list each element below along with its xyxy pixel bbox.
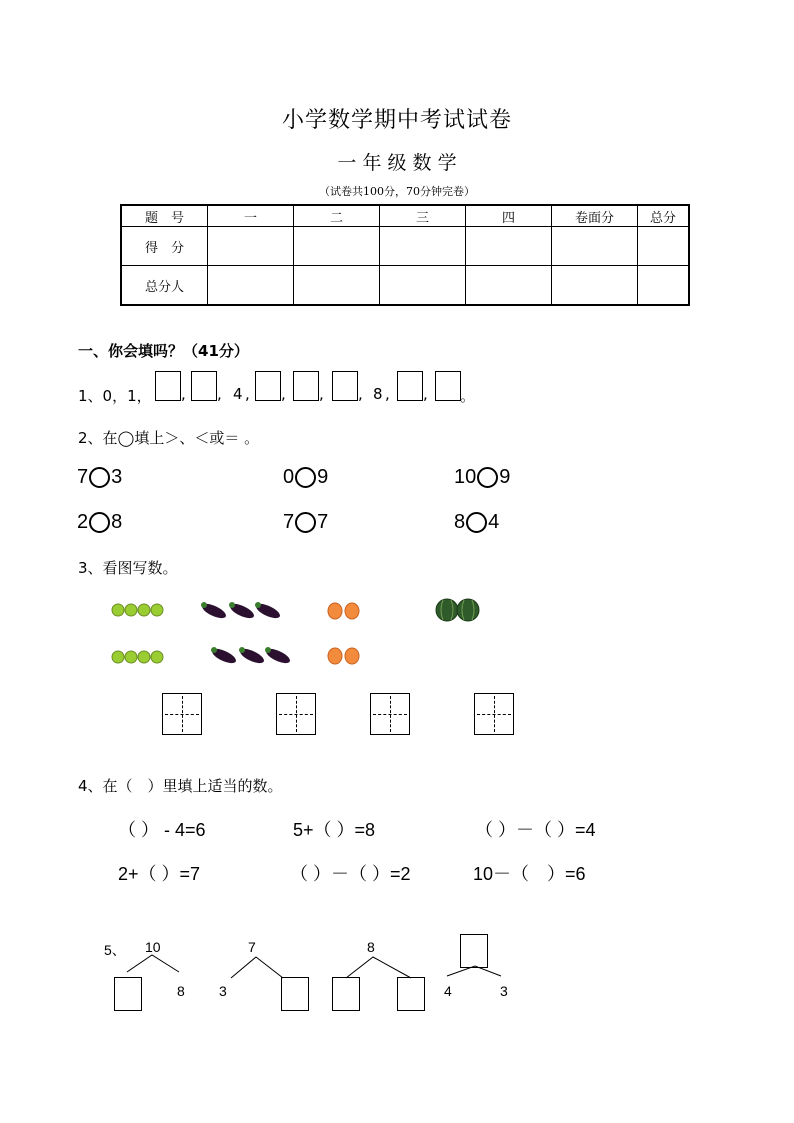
score-cell[interactable] xyxy=(638,227,690,266)
compare-circle[interactable] xyxy=(89,512,110,533)
page-title: 小学数学期中考试试卷 xyxy=(281,108,512,133)
compare-item xyxy=(283,466,328,489)
compare-item xyxy=(77,511,122,534)
compare-right: 9 xyxy=(317,466,329,488)
score-cell[interactable] xyxy=(208,266,294,306)
compare-right: 7 xyxy=(317,511,329,533)
score-row-label: 得 分 xyxy=(121,227,208,266)
equation[interactable]: （ ）－（ ）=2 xyxy=(290,864,411,884)
compare-circle[interactable] xyxy=(89,467,110,488)
score-table-row xyxy=(121,227,689,266)
section-title: 一、你会填吗？（41分） xyxy=(78,342,249,360)
q1-number: 8 xyxy=(373,385,383,403)
watermelon-icon xyxy=(435,597,481,623)
eggplant-icon xyxy=(210,643,294,669)
score-header-cell: 二 xyxy=(294,205,380,227)
peach-icon xyxy=(326,646,362,666)
score-cell[interactable] xyxy=(638,266,690,306)
compare-right: 4 xyxy=(488,511,500,533)
score-header-cell: 四 xyxy=(466,205,552,227)
score-table-row xyxy=(121,266,689,306)
equation[interactable]: （ ） - 4=6 xyxy=(118,820,206,840)
score-cell[interactable] xyxy=(466,266,552,306)
q1-separator: , xyxy=(319,385,324,403)
apple-icon xyxy=(110,598,170,620)
tree-answer-box[interactable] xyxy=(332,977,360,1011)
equation[interactable]: 2+（ ）=7 xyxy=(118,864,201,884)
write-number-box[interactable] xyxy=(370,693,410,735)
score-cell[interactable] xyxy=(466,227,552,266)
tree-answer-box[interactable] xyxy=(397,977,425,1011)
compare-left: 0 xyxy=(283,466,295,488)
q1-end: 。 xyxy=(460,387,476,405)
q5-label: 5、 xyxy=(104,942,126,958)
tree-top-number: 7 xyxy=(248,939,256,955)
compare-circle[interactable] xyxy=(466,512,487,533)
score-table xyxy=(120,204,690,306)
tree-left-number: 3 xyxy=(219,983,227,999)
q1-separator: , xyxy=(423,385,428,403)
equation[interactable]: 5+（ ）=8 xyxy=(293,820,376,840)
answer-box[interactable] xyxy=(255,371,281,401)
score-header-cell: 三 xyxy=(380,205,466,227)
equation[interactable]: 10－（ ）=6 xyxy=(473,864,586,884)
answer-box[interactable] xyxy=(191,371,217,401)
write-number-box[interactable] xyxy=(162,693,202,735)
score-cell[interactable] xyxy=(208,227,294,266)
answer-box[interactable] xyxy=(155,371,181,401)
compare-left: 7 xyxy=(283,511,295,533)
score-header-cell: 卷面分 xyxy=(552,205,638,227)
score-header-cell: 题 号 xyxy=(121,205,208,227)
score-table-header-row xyxy=(121,205,689,227)
compare-item xyxy=(283,511,328,534)
compare-right: 8 xyxy=(111,511,123,533)
answer-box[interactable] xyxy=(332,371,358,401)
tree-right-number: 3 xyxy=(500,983,508,999)
peach-icon xyxy=(326,601,362,621)
tree-left-number: 4 xyxy=(444,983,452,999)
answer-box[interactable] xyxy=(435,371,461,401)
q1-separator: , xyxy=(358,385,363,403)
compare-circle[interactable] xyxy=(477,467,498,488)
compare-right: 9 xyxy=(499,466,511,488)
tree-top-number: 10 xyxy=(145,939,161,955)
eggplant-icon xyxy=(200,598,284,624)
compare-item xyxy=(77,466,122,489)
apple-icon xyxy=(110,645,170,667)
q1-separator: , xyxy=(385,385,390,403)
answer-box[interactable] xyxy=(293,371,319,401)
q1-separator: , xyxy=(181,385,186,403)
page-subtitle: 一 年 级 数 学 xyxy=(337,152,457,174)
q2-text: 2、在◯填上＞、＜或＝ 。 xyxy=(78,429,260,447)
score-cell[interactable] xyxy=(294,227,380,266)
exam-note: （试卷共100分，70分钟完卷） xyxy=(319,185,475,198)
score-cell[interactable] xyxy=(552,266,638,306)
score-row-label: 总分人 xyxy=(121,266,208,306)
compare-left: 2 xyxy=(77,511,89,533)
score-cell[interactable] xyxy=(380,227,466,266)
tree-top-answer-box[interactable] xyxy=(460,934,488,968)
equation[interactable]: （ ）－（ ）=4 xyxy=(475,820,596,840)
score-header-cell: 一 xyxy=(208,205,294,227)
tree-answer-box[interactable] xyxy=(281,977,309,1011)
compare-left: 7 xyxy=(77,466,89,488)
q1-separator: , xyxy=(245,385,250,403)
compare-circle[interactable] xyxy=(295,467,316,488)
q1-separator: , xyxy=(281,385,286,403)
compare-item xyxy=(454,511,499,534)
q1-prefix: 1、0，1， xyxy=(78,387,152,405)
score-cell[interactable] xyxy=(380,266,466,306)
write-number-box[interactable] xyxy=(276,693,316,735)
answer-box[interactable] xyxy=(397,371,423,401)
tree-answer-box[interactable] xyxy=(114,977,142,1011)
q3-text: 3、看图写数。 xyxy=(78,559,178,577)
compare-right: 3 xyxy=(111,466,123,488)
score-cell[interactable] xyxy=(294,266,380,306)
compare-circle[interactable] xyxy=(295,512,316,533)
score-header-cell: 总分 xyxy=(638,205,690,227)
q1-number: 4 xyxy=(233,385,243,403)
compare-item xyxy=(454,466,510,489)
compare-left: 10 xyxy=(454,466,477,488)
tree-right-number: 8 xyxy=(177,983,185,999)
write-number-box[interactable] xyxy=(474,693,514,735)
q4-text: 4、在（ ）里填上适当的数。 xyxy=(78,777,283,795)
score-cell[interactable] xyxy=(552,227,638,266)
tree-top-number: 8 xyxy=(367,939,375,955)
q1-separator: , xyxy=(217,385,222,403)
compare-left: 8 xyxy=(454,511,466,533)
